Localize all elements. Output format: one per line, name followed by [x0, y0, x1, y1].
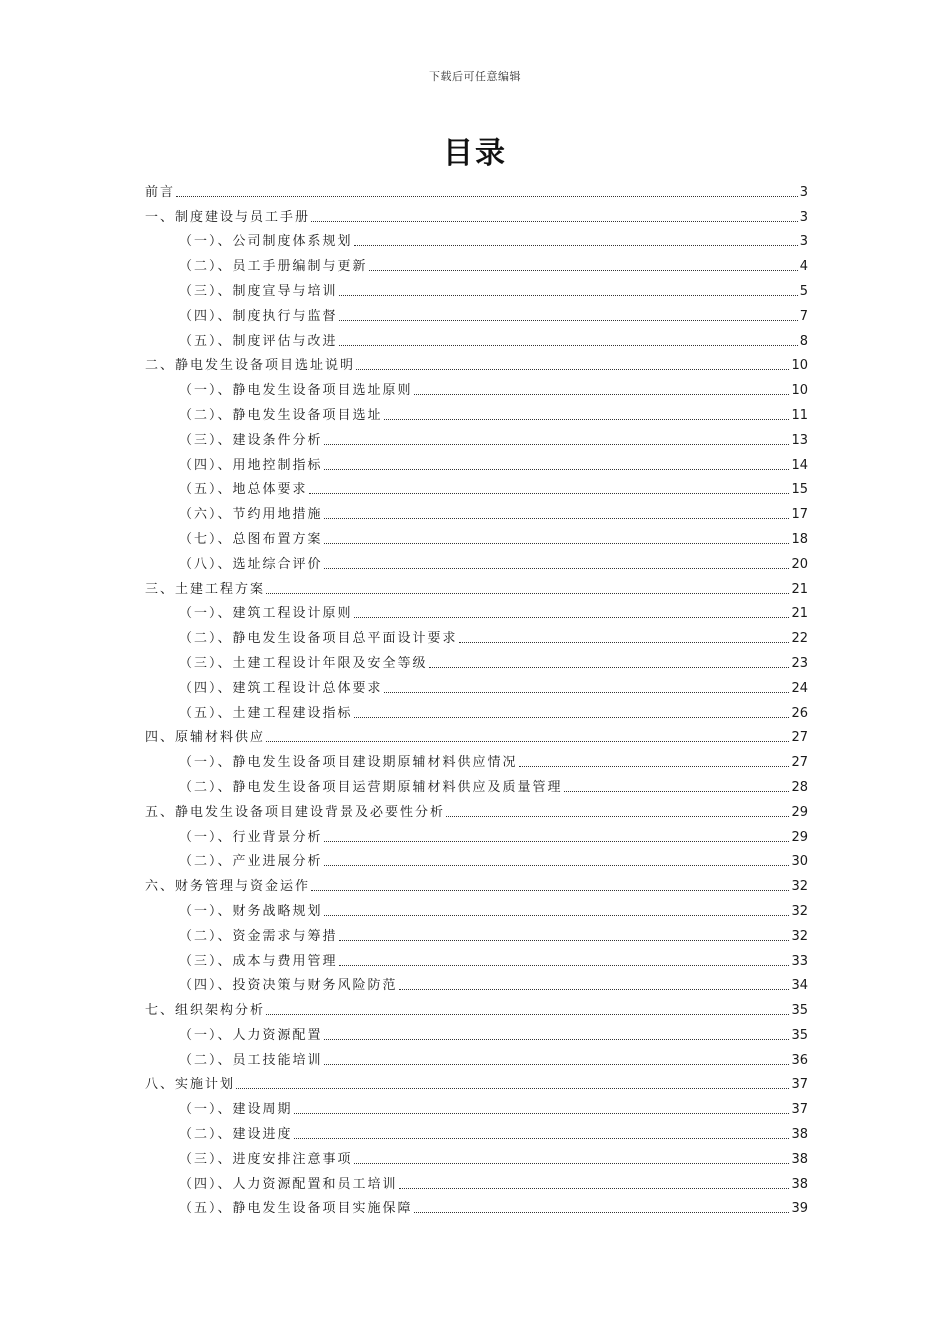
dot-leader	[354, 245, 798, 246]
dot-leader	[339, 965, 790, 966]
dot-leader	[266, 741, 789, 742]
toc-entry-title: （三）、制度宣导与培训	[179, 283, 338, 299]
toc-entry-title: （二）、静电发生设备项目总平面设计要求	[179, 631, 458, 647]
toc-entry-title: （三）、进度安排注意事项	[179, 1151, 353, 1167]
dot-leader	[266, 593, 789, 594]
toc-entry-page-number: 10	[791, 383, 808, 399]
toc-entry-title: （一）、静电发生设备项目建设期原辅材料供应情况	[179, 755, 518, 771]
dot-leader	[564, 791, 790, 792]
toc-entry-title: （一）、行业背景分析	[179, 829, 323, 845]
dot-leader	[399, 989, 790, 990]
toc-entry-page-number: 8	[799, 333, 808, 349]
dot-leader	[369, 270, 798, 271]
toc-entry-page-number: 21	[791, 606, 808, 622]
toc-entry-title: （六）、节约用地措施	[179, 507, 323, 523]
toc-entry[interactable]	[145, 548, 808, 573]
toc-entry[interactable]	[145, 399, 808, 424]
toc-entry-page-number: 22	[791, 631, 808, 647]
toc-entry[interactable]	[145, 1069, 808, 1094]
toc-entry-title: （一）、财务战略规划	[179, 903, 323, 919]
dot-leader	[384, 419, 790, 420]
toc-entry-title: （八）、选址综合评价	[179, 556, 323, 572]
toc-entry-page-number: 20	[791, 556, 808, 572]
toc-entry-page-number: 14	[791, 457, 808, 473]
toc-entry-page-number: 35	[791, 1027, 808, 1043]
dot-leader	[294, 1138, 790, 1139]
dot-leader	[324, 444, 790, 445]
toc-entry[interactable]	[145, 201, 808, 226]
toc-entry-page-number: 32	[791, 928, 808, 944]
toc-entry-page-number: 18	[791, 531, 808, 547]
dot-leader	[324, 568, 790, 569]
toc-entry[interactable]	[145, 226, 808, 251]
dot-leader	[354, 617, 790, 618]
toc-entry-title: （三）、成本与费用管理	[179, 953, 338, 969]
toc-entry-page-number: 34	[791, 978, 808, 994]
toc-entry-page-number: 3	[799, 184, 808, 200]
dot-leader	[324, 543, 790, 544]
toc-entry-title: （二）、员工技能培训	[179, 1052, 323, 1068]
dot-leader	[311, 890, 789, 891]
toc-entry[interactable]	[145, 870, 808, 895]
toc-entry[interactable]	[145, 994, 808, 1019]
toc-entry[interactable]	[145, 1093, 808, 1118]
dot-leader	[324, 1039, 790, 1040]
dot-leader	[324, 841, 790, 842]
table-of-contents	[145, 176, 808, 1217]
toc-entry-title: （五）、土建工程建设指标	[179, 705, 353, 721]
dot-leader	[414, 394, 790, 395]
toc-entry-page-number: 32	[791, 879, 808, 895]
toc-entry[interactable]	[145, 498, 808, 523]
toc-entry[interactable]	[145, 1044, 808, 1069]
toc-entry-title: （二）、资金需求与筹措	[179, 928, 338, 944]
toc-entry-page-number: 37	[791, 1077, 808, 1093]
dot-leader	[309, 493, 790, 494]
toc-entry[interactable]	[145, 523, 808, 548]
toc-entry-page-number: 7	[799, 308, 808, 324]
toc-entry[interactable]	[145, 796, 808, 821]
toc-entry[interactable]	[145, 722, 808, 747]
toc-entry-title: （二）、建设进度	[179, 1127, 293, 1143]
toc-entry-page-number: 13	[791, 432, 808, 448]
toc-entry-page-number: 26	[791, 705, 808, 721]
dot-leader	[324, 1064, 790, 1065]
toc-entry[interactable]	[145, 275, 808, 300]
toc-entry-page-number: 30	[791, 854, 808, 870]
toc-entry-title: 四、原辅材料供应	[145, 730, 266, 746]
toc-entry[interactable]	[145, 672, 808, 697]
dot-leader	[414, 1212, 790, 1213]
toc-entry[interactable]	[145, 622, 808, 647]
toc-entry-title: （四）、建筑工程设计总体要求	[179, 680, 383, 696]
toc-entry-title: （二）、静电发生设备项目运营期原辅材料供应及质量管理	[179, 779, 563, 795]
dot-leader	[429, 667, 790, 668]
toc-entry[interactable]	[145, 250, 808, 275]
toc-entry-page-number: 3	[799, 209, 808, 225]
toc-entry[interactable]	[145, 300, 808, 325]
toc-entry-title: （二）、产业进展分析	[179, 854, 323, 870]
toc-entry-title: （三）、建设条件分析	[179, 432, 323, 448]
toc-entry[interactable]	[145, 945, 808, 970]
toc-entry-title: 五、静电发生设备项目建设背景及必要性分析	[145, 804, 446, 820]
toc-entry[interactable]	[145, 1193, 808, 1218]
dot-leader	[294, 1113, 790, 1114]
toc-entry-title: （一）、建设周期	[179, 1102, 293, 1118]
toc-entry[interactable]	[145, 350, 808, 375]
dot-leader	[176, 196, 798, 197]
dot-leader	[236, 1088, 789, 1089]
toc-entry-page-number: 21	[791, 581, 808, 597]
toc-entry-page-number: 37	[791, 1102, 808, 1118]
toc-entry-page-number: 4	[799, 259, 808, 275]
toc-entry-page-number: 38	[791, 1127, 808, 1143]
toc-entry[interactable]	[145, 821, 808, 846]
dot-leader	[384, 692, 790, 693]
toc-entry[interactable]	[145, 846, 808, 871]
toc-entry-title: （一）、建筑工程设计原则	[179, 606, 353, 622]
toc-entry-page-number: 3	[799, 234, 808, 250]
toc-entry-title: （一）、人力资源配置	[179, 1027, 323, 1043]
dot-leader	[324, 518, 790, 519]
toc-entry-title: （四）、投资决策与财务风险防范	[179, 978, 398, 994]
toc-entry-title: （二）、员工手册编制与更新	[179, 259, 368, 275]
dot-leader	[519, 766, 790, 767]
toc-entry[interactable]	[145, 573, 808, 598]
toc-entry-title: 前言	[145, 184, 176, 200]
toc-entry-page-number: 27	[791, 730, 808, 746]
toc-entry-page-number: 35	[791, 1003, 808, 1019]
toc-entry[interactable]	[145, 1168, 808, 1193]
toc-entry-page-number: 23	[791, 655, 808, 671]
toc-entry-page-number: 24	[791, 680, 808, 696]
dot-leader	[339, 320, 798, 321]
toc-entry[interactable]	[145, 598, 808, 623]
toc-entry-page-number: 15	[791, 482, 808, 498]
toc-entry[interactable]	[145, 746, 808, 771]
toc-entry-page-number: 10	[791, 358, 808, 374]
header-note: 下载后可任意编辑	[429, 70, 521, 83]
toc-entry[interactable]	[145, 325, 808, 350]
toc-entry-page-number: 38	[791, 1176, 808, 1192]
dot-leader	[324, 469, 790, 470]
toc-entry-page-number: 5	[799, 283, 808, 299]
toc-entry[interactable]	[145, 771, 808, 796]
toc-entry-title: （七）、总图布置方案	[179, 531, 323, 547]
toc-entry[interactable]	[145, 895, 808, 920]
toc-entry[interactable]	[145, 920, 808, 945]
dot-leader	[354, 1163, 790, 1164]
toc-entry-title: （二）、静电发生设备项目选址	[179, 407, 383, 423]
toc-entry-title: （一）、静电发生设备项目选址原则	[179, 383, 413, 399]
toc-entry-title: 二、静电发生设备项目选址说明	[145, 358, 356, 374]
toc-entry[interactable]	[145, 374, 808, 399]
toc-entry-title: （五）、地总体要求	[179, 482, 308, 498]
toc-entry-title: （一）、公司制度体系规划	[179, 234, 353, 250]
page-title: 目录	[443, 136, 507, 171]
toc-entry-page-number: 36	[791, 1052, 808, 1068]
dot-leader	[324, 915, 790, 916]
toc-entry[interactable]	[145, 424, 808, 449]
dot-leader	[339, 295, 798, 296]
toc-entry-page-number: 29	[791, 804, 808, 820]
toc-entry-page-number: 28	[791, 779, 808, 795]
toc-entry-title: （五）、静电发生设备项目实施保障	[179, 1201, 413, 1217]
toc-entry[interactable]	[145, 647, 808, 672]
dot-leader	[356, 369, 789, 370]
dot-leader	[399, 1188, 790, 1189]
toc-entry-title: 六、财务管理与资金运作	[145, 879, 311, 895]
dot-leader	[339, 345, 798, 346]
dot-leader	[354, 717, 790, 718]
toc-entry-page-number: 27	[791, 755, 808, 771]
dot-leader	[446, 816, 789, 817]
toc-entry[interactable]	[145, 1019, 808, 1044]
dot-leader	[311, 221, 798, 222]
toc-entry-page-number: 32	[791, 903, 808, 919]
toc-entry-title: （五）、制度评估与改进	[179, 333, 338, 349]
toc-entry-page-number: 38	[791, 1151, 808, 1167]
toc-entry[interactable]	[145, 1118, 808, 1143]
toc-entry-page-number: 39	[791, 1201, 808, 1217]
toc-entry[interactable]	[145, 697, 808, 722]
dot-leader	[339, 940, 790, 941]
toc-entry[interactable]	[145, 970, 808, 995]
dot-leader	[459, 642, 790, 643]
toc-entry-title: （四）、用地控制指标	[179, 457, 323, 473]
toc-entry-title: （四）、制度执行与监督	[179, 308, 338, 324]
toc-entry-title: （三）、土建工程设计年限及安全等级	[179, 655, 428, 671]
toc-entry[interactable]	[145, 449, 808, 474]
toc-entry-page-number: 29	[791, 829, 808, 845]
toc-entry[interactable]	[145, 176, 808, 201]
toc-entry-page-number: 11	[791, 407, 808, 423]
dot-leader	[266, 1014, 789, 1015]
toc-entry-title: 七、组织架构分析	[145, 1003, 266, 1019]
dot-leader	[324, 865, 790, 866]
toc-entry[interactable]	[145, 1143, 808, 1168]
toc-entry[interactable]	[145, 474, 808, 499]
toc-entry-title: 三、土建工程方案	[145, 581, 266, 597]
toc-entry-title: 一、制度建设与员工手册	[145, 209, 311, 225]
toc-entry-title: 八、实施计划	[145, 1077, 236, 1093]
toc-entry-title: （四）、人力资源配置和员工培训	[179, 1176, 398, 1192]
toc-entry-page-number: 33	[791, 953, 808, 969]
toc-entry-page-number: 17	[791, 507, 808, 523]
